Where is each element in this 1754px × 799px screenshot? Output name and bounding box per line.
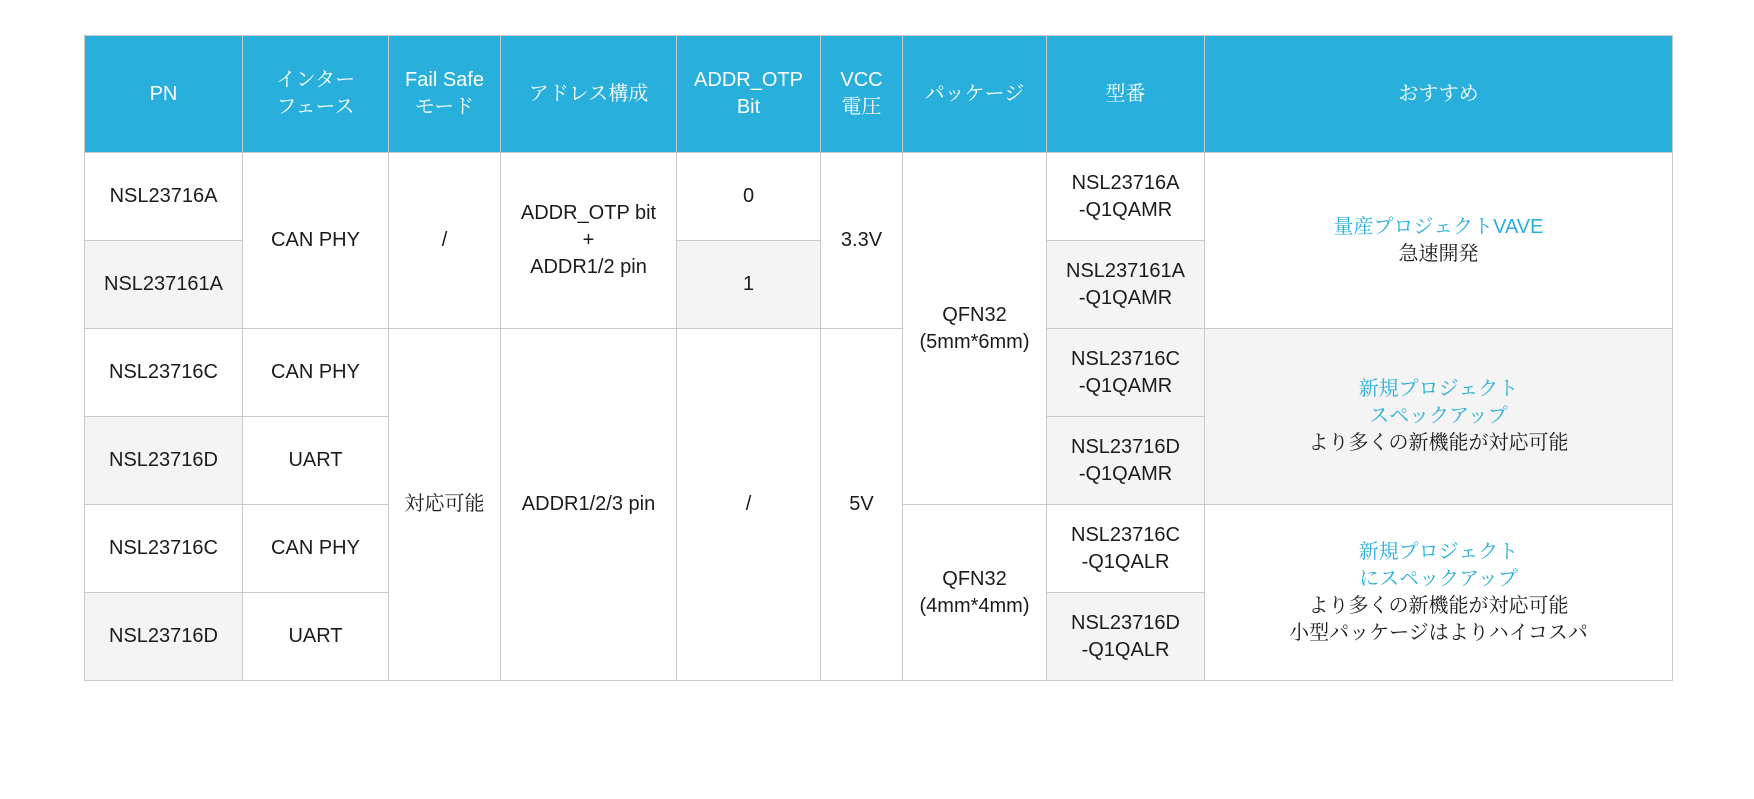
cell-model — [1047, 417, 1205, 505]
cell-package — [903, 153, 1047, 505]
cell-pn: NSL237161A — [85, 241, 243, 329]
cell-interface: CAN PHY — [243, 153, 389, 329]
cell-pn: NSL23716D — [85, 417, 243, 505]
cell-vcc: 5V — [821, 329, 903, 681]
cell-addr-otp-bit: / — [677, 329, 821, 681]
column-header-model — [1047, 36, 1205, 153]
cell-recommend — [1205, 153, 1673, 329]
cell-package — [903, 505, 1047, 681]
recommend-plain: より多くの新機能が対応可能 — [1308, 432, 1569, 454]
model-line: NSL23716D — [1071, 435, 1180, 458]
column-header-pn — [85, 36, 243, 153]
address-line: ADDR1/2/3 pin — [521, 493, 656, 515]
recommend-accent: 量産プロジェクトVAVE — [1333, 215, 1544, 238]
cell-fail-safe: 対応可能 — [389, 329, 501, 681]
address-line: ADDR1/2 pin — [530, 256, 647, 278]
cell-recommend — [1205, 329, 1673, 505]
table-body — [85, 153, 1673, 681]
column-header-addr-otp-bit — [677, 36, 821, 153]
header-line: おすすめ — [1398, 82, 1479, 105]
header-line: 型番 — [1105, 82, 1146, 105]
header-line: ADDR_OTP — [694, 69, 803, 91]
package-line: (5mm*6mm) — [919, 330, 1030, 353]
model-line: NSL23716C — [1071, 523, 1180, 546]
cell-model — [1047, 505, 1205, 593]
cell-pn: NSL23716A — [85, 153, 243, 241]
cell-addr-otp-bit: 0 — [677, 153, 821, 241]
address-line: + — [582, 229, 595, 251]
model-line: -Q1QALR — [1081, 550, 1170, 573]
table-row — [85, 329, 1673, 417]
header-line: フェース — [276, 96, 355, 118]
header-line: パッケージ — [924, 82, 1025, 105]
cell-vcc: 3.3V — [821, 153, 903, 329]
model-line: -Q1QAMR — [1078, 198, 1173, 221]
cell-model — [1047, 329, 1205, 417]
cell-model — [1047, 593, 1205, 681]
cell-interface: UART — [243, 593, 389, 681]
header-line: 電圧 — [841, 96, 882, 118]
column-header-address — [501, 36, 677, 153]
recommend-accent: 新規プロジェクト — [1358, 540, 1519, 563]
column-header-vcc — [821, 36, 903, 153]
column-header-interface — [243, 36, 389, 153]
table-header — [85, 36, 1673, 153]
column-header-fail-safe — [389, 36, 501, 153]
header-line: アドレス構成 — [528, 82, 649, 105]
header-line: モード — [414, 96, 475, 118]
recommend-accent: にスペックアップ — [1359, 567, 1518, 590]
cell-address — [501, 329, 677, 681]
cell-interface: UART — [243, 417, 389, 505]
model-line: -Q1QAMR — [1078, 374, 1173, 397]
model-line: -Q1QAMR — [1078, 286, 1173, 309]
cell-interface: CAN PHY — [243, 505, 389, 593]
recommend-accent: スペックアップ — [1369, 405, 1508, 427]
recommend-accent: 新規プロジェクト — [1358, 378, 1519, 400]
model-line: NSL23716D — [1071, 611, 1180, 634]
header-line: Bit — [736, 96, 761, 118]
cell-addr-otp-bit: 1 — [677, 241, 821, 329]
header-line: PN — [149, 82, 178, 105]
cell-address — [501, 153, 677, 329]
column-header-package — [903, 36, 1047, 153]
table-row — [85, 153, 1673, 241]
header-line: VCC — [840, 69, 883, 91]
header-row — [85, 36, 1673, 153]
model-line: NSL237161A — [1066, 259, 1185, 282]
recommend-plain: より多くの新機能が対応可能 — [1308, 594, 1569, 617]
package-line: QFN32 — [942, 303, 1007, 326]
package-line: (4mm*4mm) — [919, 594, 1030, 617]
cell-pn: NSL23716C — [85, 329, 243, 417]
recommend-plain: 小型パッケージはよりハイコスパ — [1289, 621, 1588, 644]
cell-interface: CAN PHY — [243, 329, 389, 417]
model-line: -Q1QAMR — [1078, 462, 1173, 485]
cell-model — [1047, 241, 1205, 329]
cell-recommend — [1205, 505, 1673, 681]
model-line: NSL23716A — [1071, 171, 1180, 194]
column-header-recommend — [1205, 36, 1673, 153]
cell-pn: NSL23716D — [85, 593, 243, 681]
cell-model — [1047, 153, 1205, 241]
cell-fail-safe: / — [389, 153, 501, 329]
cell-pn: NSL23716C — [85, 505, 243, 593]
model-line: -Q1QALR — [1081, 638, 1170, 661]
package-line: QFN32 — [942, 567, 1007, 590]
recommend-plain: 急速開発 — [1398, 242, 1479, 265]
model-line: NSL23716C — [1071, 347, 1180, 370]
specification-table — [84, 35, 1673, 681]
header-line: インター — [275, 69, 356, 91]
address-line: ADDR_OTP bit — [520, 202, 657, 224]
header-line: Fail Safe — [405, 69, 484, 91]
